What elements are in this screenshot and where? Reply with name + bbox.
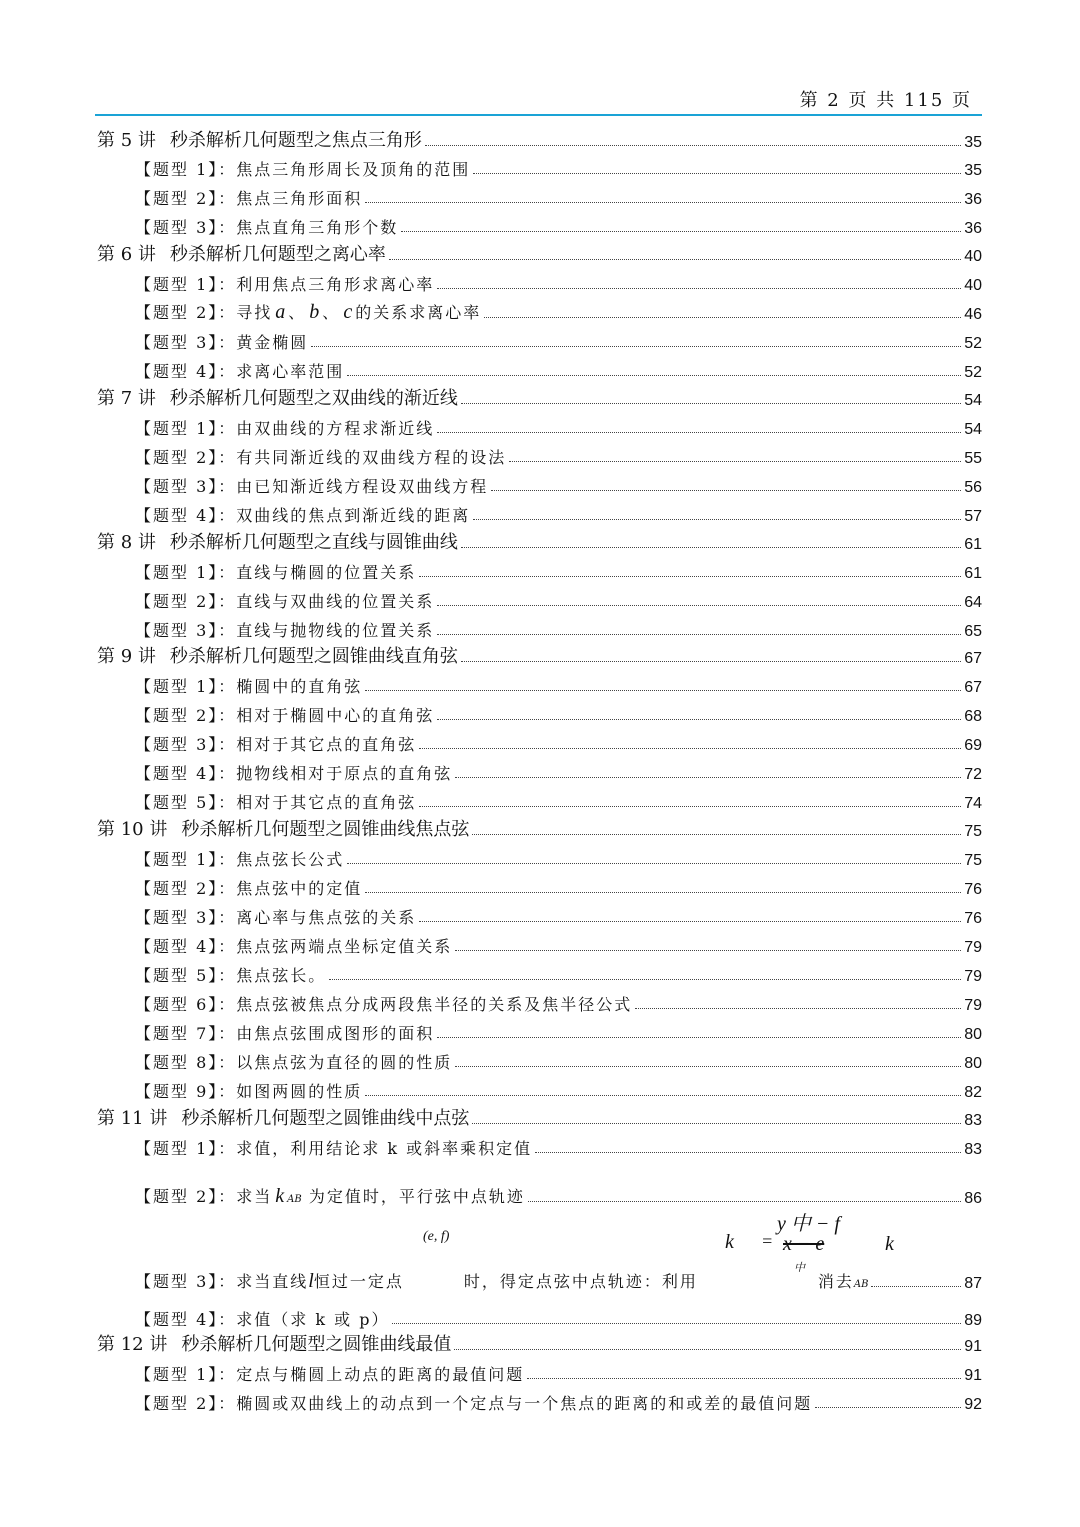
toc-topic-entry[interactable] [97,1131,982,1159]
dot-leader [437,432,961,433]
formula-subscript: 中 [794,1262,805,1274]
topic-title [135,963,326,986]
page-number: 54 [964,392,982,409]
dot-leader [527,1378,961,1379]
topic-title [135,503,470,526]
toc-lecture-entry[interactable] [97,1102,982,1130]
topic-label: 【题型 4】：焦点弦两端点坐标定值关系 [135,937,453,956]
topic-label: 【题型 2】：焦点三角形面积 [135,189,363,208]
topic-title [135,992,632,1015]
math-subscript: AB [287,1194,302,1205]
math-symbol: l [308,1270,314,1292]
toc-topic-entry[interactable] [97,411,982,439]
dot-leader [871,1286,961,1287]
page-number: 76 [964,881,982,898]
topic-label: 【题型 3】：焦点直角三角形个数 [135,218,399,237]
lecture-name: 秒杀解析几何题型之离心率 [169,244,386,265]
topic-label: 【题型 2】：直线与双曲线的位置关系 [135,592,435,611]
lecture-name: 秒杀解析几何题型之圆锥曲线最值 [181,1334,452,1355]
topic-title [135,300,481,324]
topic-label: 【题型 1】：由双曲线的方程求渐近线 [135,419,435,438]
topic-text: 为定值时，平行弦中点轨迹 [301,1187,525,1206]
topic-text: 时，得定点弦中点轨迹：利用 [463,1272,698,1291]
topic-label: 【题型 1】：直线与椭圆的位置关系 [135,563,417,582]
toc-topic-entry[interactable] [97,1386,982,1414]
formula-equals: = [761,1231,774,1251]
topic-label: 【题型 3】：离心率与焦点弦的关系 [135,908,417,927]
formula-denominator: x − e [783,1233,825,1255]
topic-title [135,359,344,382]
lecture-number: 第 10 讲 [97,819,168,840]
toc-topic-entry[interactable] [97,1357,982,1385]
topic-title [135,761,452,784]
dot-leader [461,547,961,548]
page-number: 79 [964,939,982,956]
topic-title [135,330,308,353]
toc-topic-entry[interactable] [97,296,982,324]
lecture-name: 秒杀解析几何题型之焦点三角形 [169,130,422,151]
lecture-number: 第 12 讲 [97,1334,168,1355]
lecture-name: 秒杀解析几何题型之圆锥曲线直角弦 [169,646,458,667]
topic-label: 【题型 1】：求值，利用结论求 k 或斜率乘积定值 [135,1139,533,1158]
page-number: 36 [964,191,982,208]
toc-topic-entry[interactable] [97,325,982,353]
dot-leader [389,259,961,260]
math-symbol: a [275,301,286,323]
toc-topic-entry[interactable] [97,929,982,957]
topic-label: 【题型 4】：抛物线相对于原点的直角弦 [135,764,453,783]
lecture-title [97,240,386,266]
dot-leader [347,863,961,864]
page-number: 第 2 页 共 115 页 [799,90,972,111]
dot-leader [635,1008,961,1009]
topic-text: 消去 [817,1272,854,1291]
page-number: 86 [964,1190,982,1207]
lecture-number: 第 9 讲 [97,646,156,667]
dot-leader [491,490,961,491]
page-number: 80 [964,1055,982,1072]
dot-leader [401,231,961,232]
topic-label: 【题型 5】：焦点弦长。 [135,966,327,985]
page-number: 64 [964,594,982,611]
dot-leader [419,921,961,922]
toc-topic-entry[interactable] [97,987,982,1015]
topic-title [135,416,434,439]
formula-k: k [725,1231,734,1253]
dot-leader [455,1066,961,1067]
dot-leader [419,576,961,577]
dot-leader [473,173,961,174]
toc-lecture-entry[interactable] [97,526,982,554]
dot-leader [365,690,961,691]
toc-lecture-entry[interactable] [97,238,982,266]
topic-title [135,905,416,928]
page-number: 75 [964,823,982,840]
dot-leader [365,202,961,203]
page-number: 80 [964,1026,982,1043]
page-number: 40 [964,277,982,294]
page-number: 68 [964,708,982,725]
page-number: 35 [964,134,982,151]
topic-label: 【题型 1】：定点与椭圆上动点的距离的最值问题 [135,1365,525,1384]
topic-label: 【题型 2】：寻找 [135,303,273,322]
dot-leader [454,1349,961,1350]
page-number: 83 [964,1141,982,1158]
dot-leader [425,145,961,146]
topic-label: 【题型 6】：焦点弦被焦点分成两段焦半径的关系及焦半径公式 [135,995,633,1014]
toc-topic-entry[interactable] [97,1302,982,1330]
topic-title [135,560,416,583]
topic-title [135,1269,868,1293]
page-number: 92 [964,1396,982,1413]
dot-leader [437,634,961,635]
topic-title [135,157,470,180]
dot-leader [437,288,961,289]
page-number: 56 [964,479,982,496]
page-header [95,84,982,116]
toc-topic-entry[interactable] [97,698,982,726]
toc-topic-entry[interactable] [97,1265,982,1293]
page-number: 67 [964,679,982,696]
topic-label: 【题型 4】：求值（求 k 或 p） [135,1310,390,1329]
page-number: 67 [964,650,982,667]
topic-label: 【题型 2】：椭圆或双曲线上的动点到一个定点与一个焦点的距离的和或差的最值问题 [135,1394,813,1413]
dot-leader [392,1323,961,1324]
toc-topic-entry[interactable] [97,584,982,612]
topic-label: 【题型 8】：以焦点弦为直径的圆的性质 [135,1053,453,1072]
topic-title [135,272,434,295]
page-number: 79 [964,997,982,1014]
lecture-title [97,1330,451,1356]
topic-title [135,790,416,813]
toc-topic-entry[interactable] [97,1180,982,1208]
toc-topic-entry[interactable] [97,210,982,238]
dot-leader [365,1095,961,1096]
topic-label: 【题型 2】：求当 [135,1187,273,1206]
page-number: 55 [964,450,982,467]
toc-topic-entry[interactable] [97,669,982,697]
toc-lecture-entry[interactable] [97,1328,982,1356]
toc-topic-entry[interactable] [97,871,982,899]
toc-lecture-entry[interactable] [97,640,982,668]
topic-text: 恒过一定点 [313,1272,404,1291]
lecture-title [97,384,458,410]
lecture-title [97,1104,469,1130]
topic-title [135,1021,434,1044]
toc-topic-entry[interactable] [97,1074,982,1102]
topic-label: 【题型 3】：相对于其它点的直角弦 [135,735,417,754]
dot-leader [535,1152,961,1153]
math-symbol: k [275,1185,285,1207]
math-symbol: c [343,301,353,323]
topic-title [135,1307,389,1330]
topic-label: 【题型 1】：焦点三角形周长及顶角的范围 [135,160,471,179]
toc-topic-entry[interactable] [97,181,982,209]
toc-lecture-entry[interactable] [97,382,982,410]
lecture-number: 第 5 讲 [97,130,156,151]
toc-topic-entry[interactable] [97,785,982,813]
dot-leader [455,950,961,951]
formula-ab-subscript: AB [853,1279,869,1290]
toc-topic-entry[interactable] [97,1045,982,1073]
lecture-name: 秒杀解析几何题型之直线与圆锥曲线 [169,532,458,553]
toc-topic-entry[interactable] [97,727,982,755]
lecture-title [97,815,469,841]
topic-title [135,847,344,870]
toc-topic-entry[interactable] [97,613,982,641]
dot-leader [472,834,961,835]
topic-label: 【题型 2】：有共同渐近线的双曲线方程的设法 [135,448,507,467]
formula-k-ab: k [885,1233,894,1255]
lecture-title [97,126,422,152]
topic-text: 的关系求离心率 [355,303,482,322]
topic-label: 【题型 4】：求离心率范围 [135,362,345,381]
page-number: 75 [964,852,982,869]
dot-leader [815,1407,961,1408]
topic-title [135,618,434,641]
lecture-number: 第 7 讲 [97,388,156,409]
topic-title [135,1184,525,1208]
topic-title [135,445,506,468]
page-number: 76 [964,910,982,927]
page-number: 52 [964,364,982,381]
topic-label: 【题型 2】：相对于椭圆中心的直角弦 [135,706,435,725]
dot-leader [347,375,961,376]
toc-topic-entry[interactable] [97,469,982,497]
topic-title [135,1050,452,1073]
toc-topic-entry[interactable] [97,900,982,928]
page-number: 89 [964,1312,982,1329]
toc-topic-entry[interactable] [97,555,982,583]
topic-label: 【题型 9】：如图两圆的性质 [135,1082,363,1101]
lecture-number: 第 11 讲 [97,1108,168,1129]
page-number: 83 [964,1112,982,1129]
topic-label: 【题型 2】：焦点弦中的定值 [135,879,363,898]
topic-title [135,474,488,497]
topic-title [135,876,362,899]
dot-leader [473,519,961,520]
topic-title [135,674,362,697]
page-number: 72 [964,766,982,783]
dot-leader [455,777,961,778]
topic-title [135,1391,812,1414]
page-number: 57 [964,508,982,525]
dot-leader [509,461,961,462]
toc-topic-entry[interactable] [97,1016,982,1044]
dot-leader [419,748,961,749]
toc-topic-entry[interactable] [97,267,982,295]
dot-leader [437,719,961,720]
lecture-number: 第 8 讲 [97,532,156,553]
topic-title [135,1136,532,1159]
formula-point: (e, f) [423,1229,450,1244]
dot-leader [461,403,961,404]
toc-topic-entry[interactable] [97,354,982,382]
topic-title [135,1362,524,1385]
dot-leader [329,979,961,980]
math-symbol: b [309,301,320,323]
dot-leader [365,892,961,893]
dot-leader [437,605,961,606]
dot-leader [528,1201,961,1202]
topic-label: 【题型 3】：黄金椭圆 [135,333,309,352]
lecture-title [97,642,458,668]
dot-leader [472,1123,961,1124]
toc-lecture-entry[interactable] [97,124,982,152]
page-number: 91 [964,1367,982,1384]
math-symbol: 、 [322,303,341,322]
topic-label: 【题型 3】：求当直线 [135,1272,309,1291]
toc-topic-entry[interactable] [97,440,982,468]
topic-label: 【题型 1】：利用焦点三角形求离心率 [135,275,435,294]
page-number: 69 [964,737,982,754]
topic-label: 【题型 7】：由焦点弦围成图形的面积 [135,1024,435,1043]
topic-label: 【题型 1】：焦点弦长公式 [135,850,345,869]
topic-label: 【题型 3】：由已知渐近线方程设双曲线方程 [135,477,489,496]
page-number: 91 [964,1338,982,1355]
toc-topic-entry[interactable] [97,152,982,180]
page-number: 82 [964,1084,982,1101]
page-number: 87 [964,1275,982,1292]
page-number: 35 [964,162,982,179]
math-symbol: 、 [288,303,307,322]
topic-title [135,215,398,238]
page-number: 46 [964,306,982,323]
lecture-name: 秒杀解析几何题型之圆锥曲线中点弦 [181,1108,470,1129]
dot-leader [461,661,961,662]
toc-topic-entry[interactable] [97,842,982,870]
lecture-name: 秒杀解析几何题型之圆锥曲线焦点弦 [181,819,470,840]
topic-title [135,186,362,209]
page-number: 40 [964,248,982,265]
page-number: 74 [964,795,982,812]
dot-leader [311,346,961,347]
formula-numerator: y 中 − f [777,1213,840,1235]
toc-topic-entry[interactable] [97,498,982,526]
toc-topic-entry[interactable] [97,958,982,986]
page-number: 52 [964,335,982,352]
page-number: 65 [964,623,982,640]
toc-lecture-entry[interactable] [97,813,982,841]
page-number: 61 [964,565,982,582]
page-number: 54 [964,421,982,438]
page-number: 36 [964,220,982,237]
lecture-number: 第 6 讲 [97,244,156,265]
topic-title [135,703,434,726]
dot-leader [419,806,961,807]
page-number: 61 [964,536,982,553]
dot-leader [437,1037,961,1038]
toc-topic-entry[interactable] [97,756,982,784]
header-rule [95,114,982,116]
topic-title [135,934,452,957]
page-number: 79 [964,968,982,985]
topic-title [135,589,434,612]
topic-title [135,1079,362,1102]
topic-label: 【题型 5】：相对于其它点的直角弦 [135,793,417,812]
topic-label: 【题型 4】：双曲线的焦点到渐近线的距离 [135,506,471,525]
lecture-name: 秒杀解析几何题型之双曲线的渐近线 [169,388,458,409]
topic-label: 【题型 1】：椭圆中的直角弦 [135,677,363,696]
dot-leader [484,317,961,318]
topic-label: 【题型 3】：直线与抛物线的位置关系 [135,621,435,640]
topic-title [135,732,416,755]
lecture-title [97,528,458,554]
